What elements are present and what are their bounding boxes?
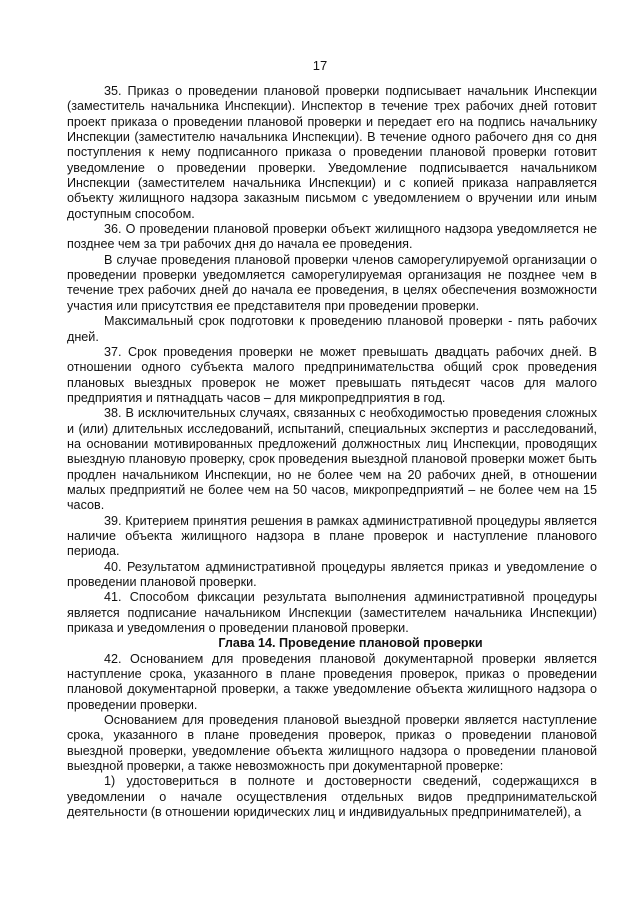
paragraph-37: 37. Срок проведения проверки не может превышать двадцать рабочих дней. В отношении одного субъекта малого предпринимательства общий срок проведения плановых выездных проверок не может превышать пятьдесят часов для малого предприятия и пятнадцать часов – для микропредприятия в год.	[67, 344, 597, 405]
page-number: 17	[312, 58, 328, 73]
paragraph-41: 41. Способом фиксации результата выполнения административной процедуры является подписание начальником Инспекции (заместителем начальника Инспекции) приказа и уведомления о проведении плановой проверки.	[67, 590, 597, 636]
paragraph-38: 38. В исключительных случаях, связанных с необходимостью проведения сложных и (или) длительных исследований, испытаний, специальных экспертиз и расследований, на основании мотивированных предложений должностных лиц Инспекции, проводящих выездную плановую проверку, срок проведения выездной плановой проверки может быть продлен начальником Инспекции, но не более чем на 20 рабочих дней, в отношении малых предприятий не более чем на 50 часов, микропредприятий – не более чем на 15 часов.	[67, 406, 597, 513]
paragraph-42: 42. Основанием для проведения плановой документарной проверки является наступление срока, указанного в плане проведения проверок, приказ о проведении плановой документарной проверки, а также уведомление объекта жилищного надзора о проведении проверки.	[67, 651, 597, 712]
paragraph-40: 40. Результатом административной процедуры является приказ и уведомление о проведении плановой проверки.	[67, 559, 597, 589]
paragraph-36: 36. О проведении плановой проверки объект жилищного надзора уведомляется не позднее чем за три рабочих дня до начала ее проведения.	[67, 222, 597, 252]
paragraph-36-sro: В случае проведения плановой проверки членов саморегулируемой организации о проведении проверки уведомляется саморегулируемая организация не позднее чем в течение трех рабочих дней до начала ее проведения, в целях обеспечения возможности участия или присутствия ее представителя при проведении проверки.	[67, 252, 597, 313]
paragraph-39: 39. Критерием принятия решения в рамках административной процедуры является наличие объекта жилищного надзора в плане проверок и наступление планового периода.	[67, 513, 597, 559]
paragraph-42-field-inspection: Основанием для проведения плановой выездной проверки является наступление срока, указанного в плане проведения проверок, приказ о проведении плановой выездной проверки, уведомление объекта жилищного надзора о проведении плановой выездной проверки, а также невозможность при документарной проверке:	[67, 713, 597, 774]
document-body	[67, 84, 597, 821]
paragraph-42-item-1: 1) удостовериться в полноте и достоверности сведений, содержащихся в уведомлении о начале осуществления отдельных видов предпринимательской деятельности (в отношении юридических лиц и индивидуальных предпринимателей), а	[67, 774, 597, 820]
paragraph-35: 35. Приказ о проведении плановой проверки подписывает начальник Инспекции (заместитель начальника Инспекции). Инспектор в течение трех рабочих дней готовит проект приказа о проведении плановой проверки и передает его на подпись начальнику Инспекции (заместителю начальника Инспекции). В течение одного рабочего дня со дня поступления к нему подписанного приказа о проведении плановой проверки готовит уведомление о проведении проверки. Уведомление подписывается начальником Инспекции (заместителем начальника Инспекции) и с копией приказа направляется объекту жилищного надзора заказным письмом с уведомлением о вручении или иным доступным способом.	[67, 84, 597, 221]
paragraph-36-max-term: Максимальный срок подготовки к проведению плановой проверки - пять рабочих дней.	[67, 314, 597, 344]
chapter-heading: Глава 14. Проведение плановой проверки	[218, 636, 483, 651]
